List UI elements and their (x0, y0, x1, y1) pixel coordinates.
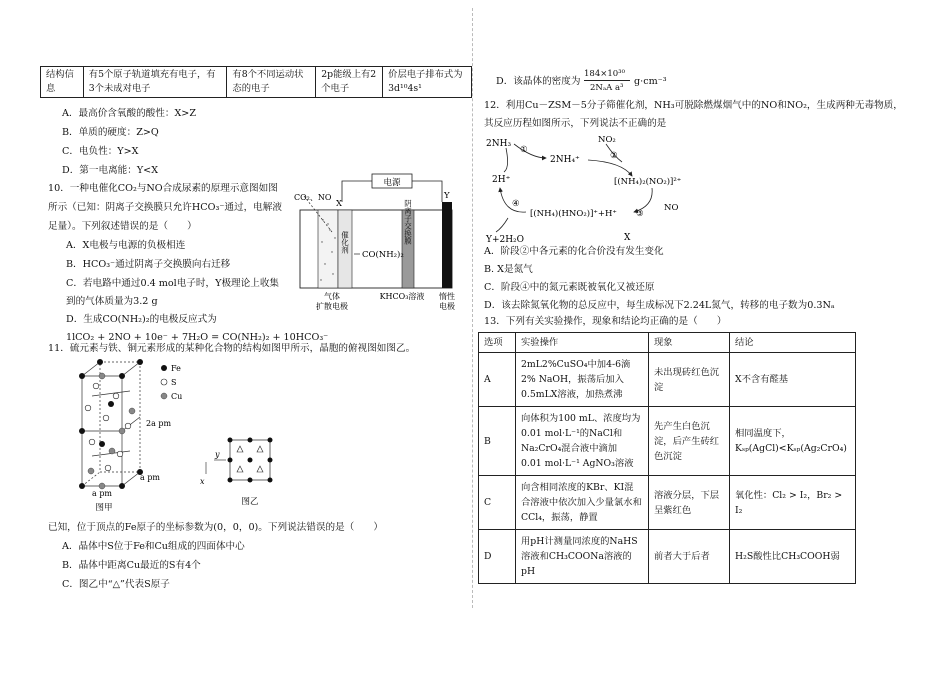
cell-conclusion (730, 353, 856, 407)
gas-electrode-label-2: 扩散电极 (316, 302, 348, 311)
q10-option-d: D．生成CO(NH₂)₂的电极反应式为 (66, 314, 217, 325)
cell-phenomenon (649, 530, 730, 584)
electrode-x-label: X (336, 199, 343, 209)
fraction-bar (584, 80, 630, 81)
q12-option-a: A．阶段②中各元素的化合价没有发生变化 (484, 246, 664, 257)
cell-conclusion (730, 476, 856, 530)
arrow-step-1 (514, 144, 546, 158)
table-header-cell: 结构信息 (41, 67, 84, 98)
experiment-table (478, 332, 856, 584)
reaction-cycle-diagram (482, 132, 692, 244)
cell-phenomenon-line: 先产生白色沉 (654, 420, 710, 432)
cell-conclusion (730, 407, 856, 476)
cell-phenomenon (649, 353, 730, 407)
q11-option-c: C．图乙中“△”代表S原子 (62, 579, 170, 590)
arrow-step-2 (588, 160, 632, 176)
species-x: X (624, 233, 631, 243)
cell-operation-line: 2% NaOH，振荡后加入 (521, 374, 624, 385)
density-numerator: 184×10³⁰ (584, 69, 625, 79)
q11-option-d-prefix: D．该晶体的密度为 (496, 76, 581, 87)
table-header-conclusion: 结论 (730, 333, 856, 353)
dim-c-label: 2a pm (146, 419, 172, 428)
q12-option-c: C．阶段④中的氮元素既被氧化又被还原 (484, 282, 655, 293)
q10-stem-line1: 10．一种电催化CO₂与NO合成尿素的原理示意图如图 (48, 183, 278, 194)
q10-stem-line2: 所示（已知：阴离子交换膜只允许HCO₃⁻通过，电解液 (48, 202, 282, 213)
q10-stem-line3: 足量）。下列叙述错误的是（ ） (48, 221, 197, 232)
step-2: ② (610, 151, 618, 161)
q10-option-a: A．X电极与电源的负极相连 (66, 240, 186, 251)
crystal-top-view-figure (196, 432, 282, 512)
q11-known: 已知，位于顶点的Fe原子的坐标参数为(0，0，0)。下列说法错误的是（ ） (48, 522, 384, 533)
cell-operation (516, 476, 649, 530)
species-no2: NO₂ (598, 135, 616, 145)
figure-a-caption: 图甲 (95, 503, 113, 512)
q12-option-b: B. X是氮气 (484, 264, 533, 275)
option-letter: A (484, 374, 491, 385)
q10-option-b: B．HCO₃⁻通过阴离子交换膜向右迁移 (66, 259, 231, 270)
element-info-table (40, 66, 472, 98)
species-nh3: 2NH₃ (486, 139, 512, 149)
species-nh4-no2: [(NH₄)₂(NO₂)]²⁺ (614, 177, 682, 187)
dim-b-label: a pm (140, 473, 161, 482)
gas-in-label: CO₂、NO (294, 193, 332, 202)
cell-operation-line: Na₂CrO₄混合液中滴加 (521, 443, 618, 454)
inert-electrode (442, 202, 452, 288)
table-header-phenomenon: 现象 (649, 333, 730, 353)
cell-operation-line: 合溶液中依次加入少量氯水和 (521, 497, 642, 508)
crystal-structure-figure (62, 356, 212, 512)
wire-left (342, 181, 372, 202)
option-letter: D (484, 551, 492, 562)
q12-stem-line2: 其反应历程如图所示，下列说法不正确的是 (484, 118, 667, 129)
cell-phenomenon-line: 呈紫红色 (654, 504, 692, 516)
table-row (479, 353, 856, 407)
cell-phenomenon (649, 476, 730, 530)
cell-operation-line: CCl₄，振荡，静置 (521, 512, 598, 523)
table-header-operation: 实验操作 (516, 333, 649, 353)
q9-option-a: A．最高价含氧酸的酸性：X>Z (62, 108, 196, 119)
option-letter: B (484, 435, 491, 447)
inert-electrode-label-1: 惰性 (439, 292, 455, 301)
solution-label: KHCO₃溶液 (379, 292, 425, 301)
cell-conclusion-line: Kₛₚ(AgCl)<Kₛₚ(Ag₂CrO₄) (735, 443, 847, 454)
q12-option-d: D．该去除氮氧化物的总反应中，每生成标况下2.24L氮气，转移的电子数为0.3Nₐ (484, 300, 835, 311)
legend-s-dot (161, 379, 167, 385)
cell-operation-line: 0.01 mol·L⁻¹ AgNO₃溶液 (521, 458, 634, 469)
cell-option (479, 407, 516, 476)
species-h: 2H⁺ (492, 175, 511, 185)
q9-option-b: B．单质的硬度：Z>Q (62, 127, 159, 138)
cell-conclusion-line: 氧化性：Cl₂ > I₂，Br₂ > I₂ (735, 489, 843, 516)
species-no: NO (664, 203, 679, 213)
arrow-y-out (496, 218, 508, 232)
cell-operation (516, 407, 649, 476)
species-nh4: 2NH₄⁺ (550, 155, 580, 165)
density-denominator: 2NₐA a³ (590, 83, 624, 93)
dim-a-label: a pm (92, 489, 113, 498)
axis-x-label: x (200, 477, 205, 486)
table-cell: 有8个不同运动状态的电子 (227, 67, 316, 98)
density-unit: g·cm⁻³ (634, 76, 667, 87)
cell-phenomenon-line: 淀，后产生砖红 (654, 435, 720, 447)
electrolysis-diagram (292, 172, 468, 312)
q9-option-c: C．电负性：Y>X (62, 146, 139, 157)
q11-option-a: A．晶体中S位于Fe和Cu组成的四面体中心 (62, 541, 245, 552)
cell-operation-line: 向体积为100 mL、浓度均为 (521, 413, 641, 424)
wire-right (412, 181, 442, 202)
species-product: Y+2H₂O (486, 235, 525, 244)
catalyst-label: 催化剂 (340, 230, 350, 254)
cell-operation (516, 353, 649, 407)
table-cell: 有5个原子轨道填充有电子，有3个未成对电子 (83, 67, 227, 98)
option-letter: C (484, 497, 492, 508)
cell-operation-line: 向含相同浓度的KBr、KI混 (521, 482, 634, 493)
species-nh4-hno2: [(NH₄)(HNO₂)]⁺+H⁺ (530, 209, 617, 219)
cell-option (479, 476, 516, 530)
table-row (479, 407, 856, 476)
legend-s-label: S (171, 378, 177, 387)
s-atoms (85, 383, 131, 471)
urea-label: CO(NH₂)₂ (362, 250, 404, 260)
cell-phenomenon-line: 前者大于后者 (654, 551, 710, 562)
step-3: ③ (636, 209, 644, 219)
cell-phenomenon-line: 未出现砖红色沉 (654, 366, 720, 378)
cell-conclusion (730, 530, 856, 584)
table-cell: 价层电子排布式为3d¹⁰4s¹ (383, 67, 472, 98)
cell-operation-line: 0.01 mol·L⁻¹的NaCl和 (521, 428, 623, 439)
cell-conclusion-line: H₂S酸性比CH₃COOH弱 (735, 551, 840, 562)
cell-phenomenon-line: 溶液分层，下层 (654, 489, 720, 501)
step-4: ④ (512, 199, 520, 209)
cell-phenomenon (649, 407, 730, 476)
cell-conclusion-line: X不含有醛基 (735, 374, 789, 385)
step-1: ① (520, 145, 528, 155)
q13-stem: 13．下列有关实验操作，现象和结论均正确的是（ ） (484, 316, 727, 327)
cell-phenomenon-line: 淀 (654, 381, 664, 393)
cell-phenomenon-line: 色沉淀 (654, 450, 682, 462)
arrow-h-in (504, 148, 508, 172)
q9-option-d: D．第一电离能：Y<X (62, 165, 159, 176)
gas-electrode-label-1: 气体 (324, 292, 340, 301)
membrane-label: 阴离子交换膜 (403, 199, 413, 245)
cell-option (479, 530, 516, 584)
q11-stem: 11．硫元素与铁、铜元素形成的某种化合物的结构如图甲所示，晶胞的俯视图如图乙。 (48, 343, 416, 354)
top-view-fe-cu-dots (228, 438, 273, 483)
column-divider (472, 8, 473, 608)
gas-diffusion-electrode (318, 210, 338, 288)
q10-option-c-line1: C．若电路中通过0.4 mol电子时，Y极理论上收集 (66, 278, 280, 289)
inert-electrode-label-2: 电极 (439, 302, 455, 311)
q12-stem-line1: 12．利用Cu－ZSM－5分子筛催化剂，NH₃可脱除燃煤烟气中的NO和NO₂，生成两种无毒物质， (484, 100, 903, 111)
power-source-label: 电源 (383, 178, 401, 188)
table-row (479, 476, 856, 530)
electrode-y-label: Y (444, 191, 450, 201)
figure-b-caption: 图乙 (241, 497, 259, 507)
cell-conclusion-line: 相同温度下， (735, 428, 791, 439)
q10-equation: 1lCO₂ + 2NO + 10e⁻ + 7H₂O = CO(NH₂)₂ + 10HCO₃⁻ (66, 332, 329, 343)
legend-cu-dot (161, 393, 167, 399)
table-row (479, 530, 856, 584)
cell-operation (516, 530, 649, 584)
cell-operation-line: 溶液和CH₃COONa溶液的pH (521, 551, 632, 577)
legend-fe-dot (161, 365, 167, 371)
cell-operation-line: 2mL2%CuSO₄中加4-6滴 (521, 359, 631, 370)
legend-fe-label: Fe (171, 364, 181, 373)
axis-y-label: y (215, 450, 220, 459)
cell-operation-line: 0.5mLX溶液，加热煮沸 (521, 389, 623, 400)
table-header-option: 选项 (479, 333, 516, 353)
legend-cu-label: Cu (171, 392, 183, 401)
q10-option-c-line2: 到的气体质量为3.2 g (66, 296, 158, 307)
q11-option-b: B．晶体中距离Cu最近的S有4个 (62, 560, 201, 571)
table-cell: 2p能级上有2个电子 (316, 67, 383, 98)
cell-option (479, 353, 516, 407)
cell-operation-line: 用pH计测量同浓度的NaHS (521, 536, 638, 547)
